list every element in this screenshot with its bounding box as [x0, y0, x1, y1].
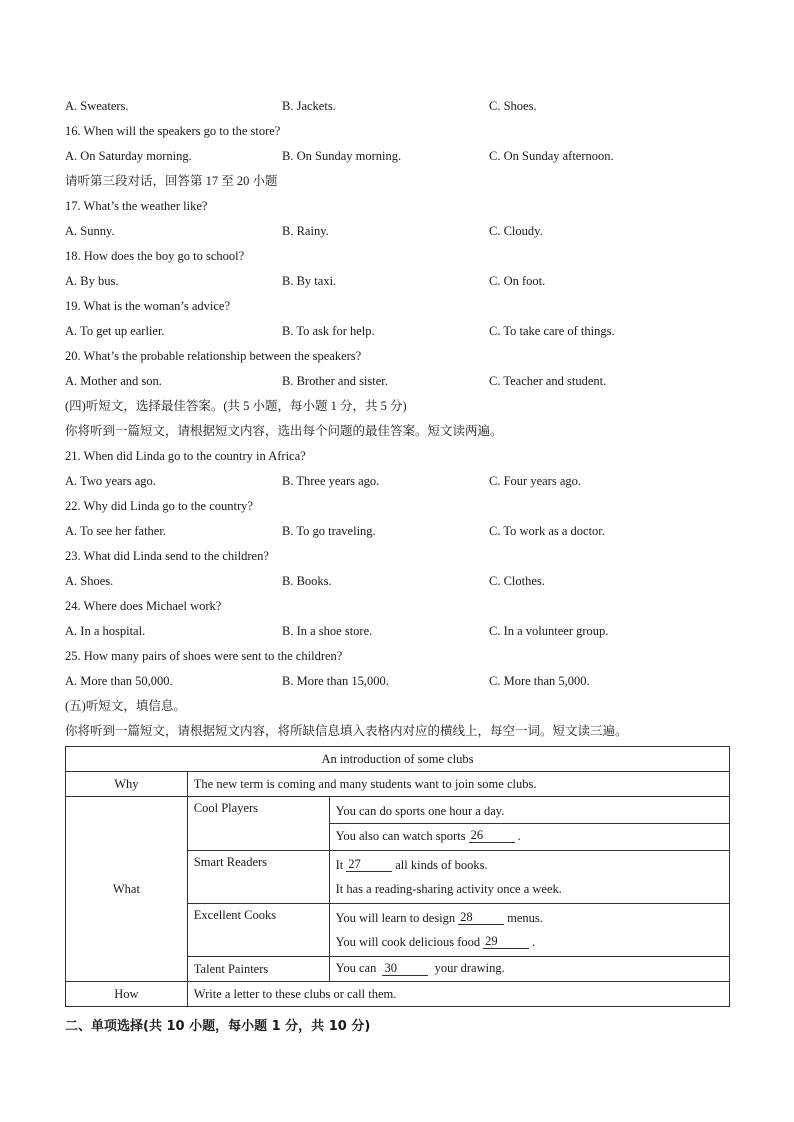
q20-option-c[interactable]: C. Teacher and student. — [489, 374, 607, 389]
q18-option-c[interactable]: C. On foot. — [489, 274, 546, 289]
q24-stem: 24. Where does Michael work? — [65, 599, 222, 614]
part5-heading: (五)听短文，填信息。 — [65, 699, 186, 714]
blank-29[interactable]: 29 — [483, 935, 529, 949]
cool-players-line2-end: . — [517, 828, 521, 843]
q19-options — [65, 319, 730, 344]
club-smart-readers: Smart Readers — [187, 851, 329, 904]
blank-30[interactable]: 30 — [382, 962, 428, 976]
q19-stem: 19. What is the woman’s advice? — [65, 299, 231, 314]
excellent-cooks-line2-end: . — [532, 934, 536, 949]
q22-option-b[interactable]: B. To go traveling. — [282, 524, 376, 539]
q18-options — [65, 269, 730, 294]
table-title-row — [66, 747, 730, 772]
excellent-cooks-line1-end: menus. — [507, 910, 543, 925]
excellent-cooks-details — [329, 904, 729, 957]
q16-stem: 16. When will the speakers go to the store? — [65, 124, 281, 139]
smart-readers-line1-end: all kinds of books. — [395, 857, 488, 872]
q24-option-a[interactable]: A. In a hospital. — [65, 624, 146, 639]
q16-options — [65, 144, 730, 169]
excellent-cooks-line1-text: You will learn to design — [335, 910, 456, 925]
q23-option-a[interactable]: A. Shoes. — [65, 574, 114, 589]
q17-option-a[interactable]: A. Sunny. — [65, 224, 115, 239]
cool-players-line2 — [330, 823, 729, 848]
cool-players-details — [329, 797, 729, 851]
talent-painters-details — [329, 957, 729, 982]
what-label: What — [66, 797, 188, 982]
clubs-table — [65, 746, 730, 1007]
how-text: Write a letter to these clubs or call them. — [187, 982, 729, 1007]
table-row-cool-players — [66, 797, 730, 851]
q17-options — [65, 219, 730, 244]
q24-option-b[interactable]: B. In a shoe store. — [282, 624, 373, 639]
table-row-how — [66, 982, 730, 1007]
blank-28[interactable]: 28 — [458, 911, 504, 925]
cool-players-line1: You can do sports one hour a day. — [335, 803, 505, 818]
q23-option-b[interactable]: B. Books. — [282, 574, 332, 589]
cool-players-line2-text: You also can watch sports — [335, 828, 466, 843]
smart-readers-line2: It has a reading-sharing activity once a week. — [335, 881, 562, 896]
q23-stem: 23. What did Linda send to the children? — [65, 549, 269, 564]
q20-options — [65, 369, 730, 394]
q18-option-b[interactable]: B. By taxi. — [282, 274, 337, 289]
q25-option-a[interactable]: A. More than 50,000. — [65, 674, 173, 689]
excellent-cooks-line2 — [336, 930, 723, 954]
q25-option-c[interactable]: C. More than 5,000. — [489, 674, 590, 689]
q20-stem: 20. What’s the probable relationship between the speakers? — [65, 349, 362, 364]
q16-option-c[interactable]: C. On Sunday afternoon. — [489, 149, 614, 164]
q15-option-b[interactable]: B. Jackets. — [282, 99, 336, 114]
q19-option-c[interactable]: C. To take care of things. — [489, 324, 615, 339]
q17-option-b[interactable]: B. Rainy. — [282, 224, 329, 239]
q20-option-a[interactable]: A. Mother and son. — [65, 374, 162, 389]
q18-stem: 18. How does the boy go to school? — [65, 249, 245, 264]
q25-option-b[interactable]: B. More than 15,000. — [282, 674, 389, 689]
section-2-heading: 二、单项选择(共 10 小题，每小题 1 分，共 10 分) — [65, 1018, 371, 1034]
q23-option-c[interactable]: C. Clothes. — [489, 574, 545, 589]
q25-stem: 25. How many pairs of shoes were sent to the children? — [65, 649, 343, 664]
club-excellent-cooks: Excellent Cooks — [187, 904, 329, 957]
q19-option-b[interactable]: B. To ask for help. — [282, 324, 375, 339]
club-talent-painters: Talent Painters — [187, 957, 329, 982]
q15-options — [65, 94, 730, 119]
q21-option-c[interactable]: C. Four years ago. — [489, 474, 581, 489]
club-cool-players: Cool Players — [187, 797, 329, 851]
q22-option-a[interactable]: A. To see her father. — [65, 524, 166, 539]
talent-painters-line1-text: You can — [335, 961, 377, 976]
q21-stem: 21. When did Linda go to the country in Africa? — [65, 449, 306, 464]
q16-option-b[interactable]: B. On Sunday morning. — [282, 149, 402, 164]
smart-readers-line1 — [336, 853, 723, 877]
q15-option-c[interactable]: C. Shoes. — [489, 99, 537, 114]
q19-option-a[interactable]: A. To get up earlier. — [65, 324, 165, 339]
q22-options — [65, 519, 730, 544]
q15-option-a[interactable]: A. Sweaters. — [65, 99, 129, 114]
q21-option-b[interactable]: B. Three years ago. — [282, 474, 380, 489]
blank-27[interactable]: 27 — [346, 858, 392, 872]
q18-option-a[interactable]: A. By bus. — [65, 274, 119, 289]
q20-option-b[interactable]: B. Brother and sister. — [282, 374, 388, 389]
how-label: How — [66, 982, 188, 1007]
q22-option-c[interactable]: C. To work as a doctor. — [489, 524, 605, 539]
part5-instruction: 你将听到一篇短文，请根据短文内容，将所缺信息填入表格内对应的横线上，每空一词。短文读三遍。 — [65, 724, 628, 739]
q16-option-a[interactable]: A. On Saturday morning. — [65, 149, 192, 164]
why-label: Why — [66, 772, 188, 797]
smart-readers-details — [329, 851, 729, 904]
q24-options — [65, 619, 730, 644]
q21-options — [65, 469, 730, 494]
q22-stem: 22. Why did Linda go to the country? — [65, 499, 253, 514]
excellent-cooks-line1 — [336, 906, 723, 930]
q23-options — [65, 569, 730, 594]
part4-heading: (四)听短文，选择最佳答案。(共 5 小题，每小题 1 分，共 5 分) — [65, 399, 407, 414]
table-row-why — [66, 772, 730, 797]
q24-option-c[interactable]: C. In a volunteer group. — [489, 624, 609, 639]
dialogue-3-instruction: 请听第三段对话，回答第 17 至 20 小题 — [65, 174, 278, 189]
excellent-cooks-line2-text: You will cook delicious food — [335, 934, 481, 949]
q25-options — [65, 669, 730, 694]
q21-option-a[interactable]: A. Two years ago. — [65, 474, 156, 489]
blank-26[interactable]: 26 — [469, 829, 515, 843]
smart-readers-line1-text: It — [335, 857, 344, 872]
exam-page — [65, 94, 730, 1037]
why-text: The new term is coming and many students want to join some clubs. — [187, 772, 729, 797]
talent-painters-line1-end: your drawing. — [434, 961, 505, 976]
table-title: An introduction of some clubs — [66, 747, 730, 772]
q17-stem: 17. What’s the weather like? — [65, 199, 208, 214]
part4-instruction: 你将听到一篇短文，请根据短文内容，选出每个问题的最佳答案。短文读两遍。 — [65, 424, 503, 439]
q17-option-c[interactable]: C. Cloudy. — [489, 224, 543, 239]
